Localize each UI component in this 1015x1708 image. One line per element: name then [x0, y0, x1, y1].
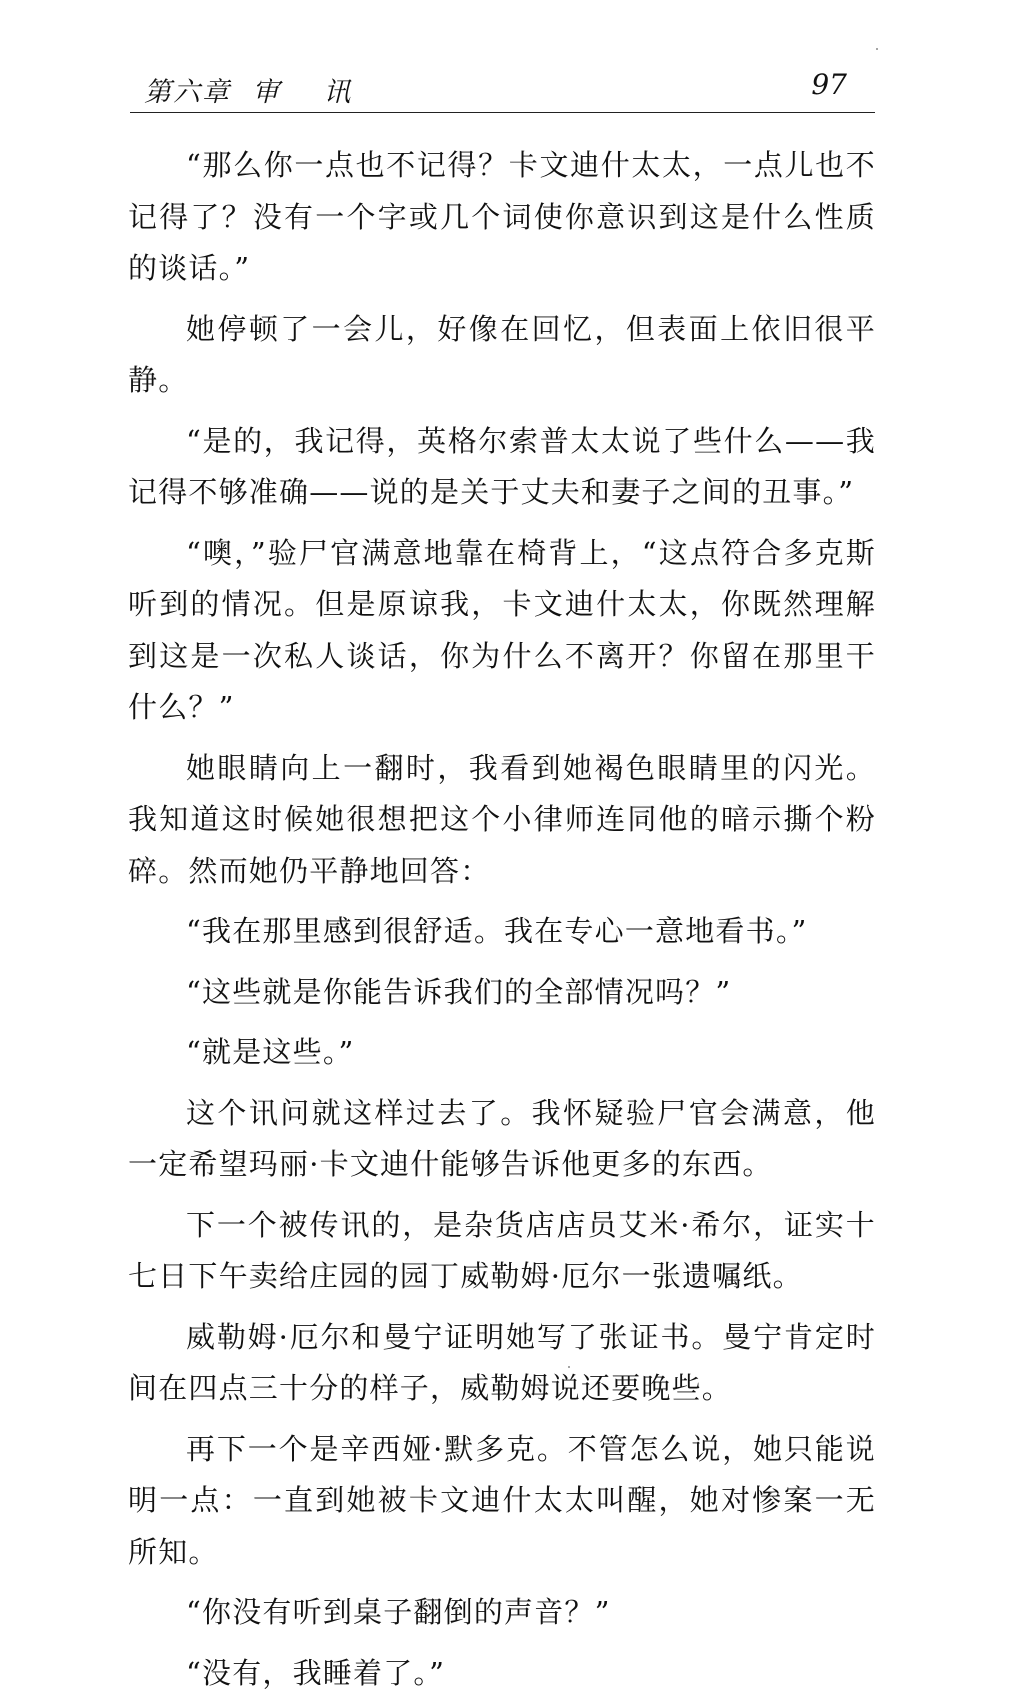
scan-speck	[876, 48, 878, 50]
paragraph: 她眼睛向上一翻时，我看到她褐色眼睛里的闪光。我知道这时候她很想把这个小律师连同他的暗示撕个粉碎。然而她仍平静地回答：	[128, 750, 876, 888]
paragraph: “那么你一点也不记得？卡文迪什太太，一点儿也不记得了？没有一个字或几个词使你意识到这是什么性质的谈话。”	[128, 148, 876, 285]
paragraph: “我在那里感到很舒适。我在专心一意地看书。”	[186, 914, 808, 948]
paragraph: “噢，”验尸官满意地靠在椅背上，“这点符合多克斯听到的情况。但是原谅我，卡文迪什太太，你既然理解到这是一次私人谈话，你为什么不离开？你留在那里干什么？”	[128, 535, 876, 724]
paragraph: 再下一个是辛西娅·默多克。不管怎么说，她只能说明一点：一直到她被卡文迪什太太叫醒，她对惨案一无所知。	[128, 1431, 876, 1569]
paragraph: 威勒姆·厄尔和曼宁证明她写了张证书。曼宁肯定时间在四点三十分的样子，威勒姆说还要晚些。	[128, 1319, 876, 1405]
paragraph: “没有，我睡着了。”	[186, 1655, 446, 1690]
paragraph: 她停顿了一会儿，好像在回忆，但表面上依旧很平静。	[128, 311, 876, 397]
paragraph: “你没有听到桌子翻倒的声音？”	[186, 1595, 611, 1629]
paragraph: “就是这些。”	[186, 1035, 355, 1069]
page-number: 97	[811, 68, 847, 101]
scan-speck	[568, 1366, 570, 1368]
running-header	[130, 62, 875, 113]
paragraph: “这些就是你能告诉我们的全部情况吗？”	[186, 974, 732, 1009]
chapter-title: 第六章 审 讯	[144, 77, 353, 108]
paragraph: 下一个被传讯的，是杂货店店员艾米·希尔，证实十七日下午卖给庄园的园丁威勒姆·厄尔一张遗嘱纸。	[128, 1207, 876, 1293]
body-text	[128, 140, 876, 1708]
paragraph: 这个讯问就这样过去了。我怀疑验尸官会满意，他一定希望玛丽·卡文迪什能够告诉他更多的东西。	[128, 1095, 876, 1181]
paragraph: “是的，我记得，英格尔索普太太说了些什么——我记得不够准确——说的是关于丈夫和妻子之间的丑事。”	[128, 423, 876, 509]
